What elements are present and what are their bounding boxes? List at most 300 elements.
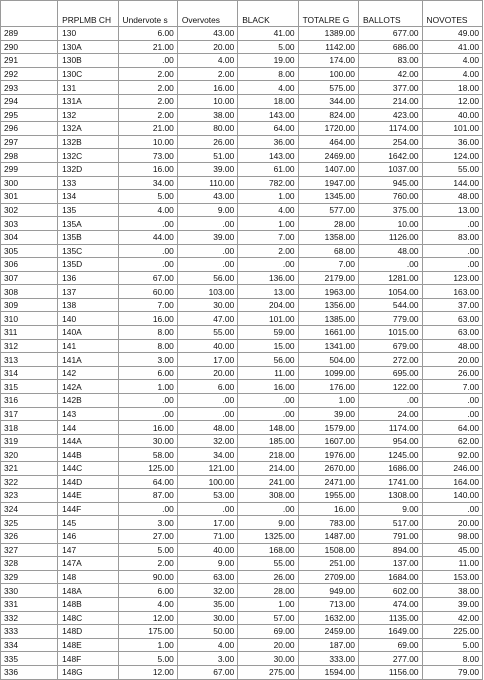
black-cell[interactable]: 8.00 (238, 67, 298, 81)
undervotes-cell[interactable]: 21.00 (118, 122, 177, 136)
black-cell[interactable]: 28.00 (238, 584, 298, 598)
row-number-cell[interactable]: 306 (1, 258, 58, 272)
black-cell[interactable]: 7.00 (238, 230, 298, 244)
prplmbch-cell[interactable]: 144 (58, 421, 118, 435)
undervotes-cell[interactable]: 12.00 (118, 611, 177, 625)
row-number-cell[interactable]: 332 (1, 611, 58, 625)
overvotes-cell[interactable]: 39.00 (177, 162, 237, 176)
overvotes-cell[interactable]: 38.00 (177, 108, 237, 122)
totalreg-cell[interactable]: 575.00 (298, 81, 358, 95)
undervotes-cell[interactable]: 21.00 (118, 40, 177, 54)
undervotes-cell[interactable]: 64.00 (118, 475, 177, 489)
undervotes-cell[interactable]: 16.00 (118, 162, 177, 176)
row-number-cell[interactable]: 296 (1, 122, 58, 136)
row-number-cell[interactable]: 316 (1, 394, 58, 408)
totalreg-cell[interactable]: 1407.00 (298, 162, 358, 176)
black-cell[interactable]: 16.00 (238, 380, 298, 394)
totalreg-cell[interactable]: 1947.00 (298, 176, 358, 190)
prplmbch-cell[interactable]: 132 (58, 108, 118, 122)
overvotes-cell[interactable]: 10.00 (177, 94, 237, 108)
novotes-cell[interactable]: 225.00 (422, 625, 482, 639)
row-number-cell[interactable]: 328 (1, 557, 58, 571)
undervotes-cell[interactable]: 5.00 (118, 190, 177, 204)
undervotes-cell[interactable]: 2.00 (118, 67, 177, 81)
undervotes-cell[interactable]: 3.00 (118, 353, 177, 367)
overvotes-cell[interactable]: 121.00 (177, 462, 237, 476)
row-number-cell[interactable]: 318 (1, 421, 58, 435)
totalreg-cell[interactable]: 1099.00 (298, 366, 358, 380)
overvotes-cell[interactable]: 48.00 (177, 421, 237, 435)
prplmbch-cell[interactable]: 142A (58, 380, 118, 394)
novotes-cell[interactable]: 63.00 (422, 326, 482, 340)
row-number-cell[interactable]: 320 (1, 448, 58, 462)
ballots-cell[interactable]: 517.00 (358, 516, 422, 530)
prplmbch-cell[interactable]: 130 (58, 27, 118, 41)
prplmbch-cell[interactable]: 132C (58, 149, 118, 163)
undervotes-cell[interactable]: 6.00 (118, 366, 177, 380)
totalreg-cell[interactable]: 1356.00 (298, 298, 358, 312)
black-cell[interactable]: .00 (238, 394, 298, 408)
black-cell[interactable]: 101.00 (238, 312, 298, 326)
totalreg-cell[interactable]: 344.00 (298, 94, 358, 108)
novotes-cell[interactable]: 48.00 (422, 339, 482, 353)
prplmbch-cell[interactable]: 148E (58, 638, 118, 652)
ballots-cell[interactable]: 48.00 (358, 244, 422, 258)
novotes-cell[interactable]: 163.00 (422, 285, 482, 299)
black-cell[interactable]: .00 (238, 258, 298, 272)
totalreg-cell[interactable]: 1976.00 (298, 448, 358, 462)
novotes-cell[interactable]: 164.00 (422, 475, 482, 489)
row-number-cell[interactable]: 325 (1, 516, 58, 530)
prplmbch-cell[interactable]: 133 (58, 176, 118, 190)
novotes-cell[interactable]: 39.00 (422, 597, 482, 611)
overvotes-cell[interactable]: 40.00 (177, 543, 237, 557)
row-number-cell[interactable]: 327 (1, 543, 58, 557)
novotes-cell[interactable]: 38.00 (422, 584, 482, 598)
row-number-cell[interactable]: 295 (1, 108, 58, 122)
totalreg-cell[interactable]: 100.00 (298, 67, 358, 81)
undervotes-cell[interactable]: 7.00 (118, 298, 177, 312)
black-cell[interactable]: 13.00 (238, 285, 298, 299)
undervotes-cell[interactable]: 4.00 (118, 597, 177, 611)
black-cell[interactable]: 782.00 (238, 176, 298, 190)
row-number-cell[interactable]: 326 (1, 529, 58, 543)
black-cell[interactable]: 143.00 (238, 149, 298, 163)
prplmbch-cell[interactable]: 136 (58, 271, 118, 285)
ballots-cell[interactable]: 423.00 (358, 108, 422, 122)
ballots-cell[interactable]: 122.00 (358, 380, 422, 394)
black-cell[interactable]: 143.00 (238, 108, 298, 122)
row-number-cell[interactable]: 302 (1, 203, 58, 217)
ballots-cell[interactable]: 679.00 (358, 339, 422, 353)
prplmbch-cell[interactable]: 148A (58, 584, 118, 598)
black-cell[interactable]: 59.00 (238, 326, 298, 340)
row-number-cell[interactable]: 293 (1, 81, 58, 95)
prplmbch-cell[interactable]: 146 (58, 529, 118, 543)
novotes-cell[interactable]: 123.00 (422, 271, 482, 285)
novotes-cell[interactable]: 63.00 (422, 312, 482, 326)
prplmbch-cell[interactable]: 141 (58, 339, 118, 353)
totalreg-cell[interactable]: 1345.00 (298, 190, 358, 204)
row-number-cell[interactable]: 297 (1, 135, 58, 149)
ballots-cell[interactable]: 1642.00 (358, 149, 422, 163)
overvotes-cell[interactable]: 103.00 (177, 285, 237, 299)
novotes-cell[interactable]: 98.00 (422, 529, 482, 543)
undervotes-cell[interactable]: 2.00 (118, 557, 177, 571)
totalreg-cell[interactable]: 1661.00 (298, 326, 358, 340)
undervotes-cell[interactable]: .00 (118, 502, 177, 516)
totalreg-cell[interactable]: 464.00 (298, 135, 358, 149)
header-totalreg[interactable]: TOTALRE G (298, 1, 358, 27)
row-number-cell[interactable]: 329 (1, 570, 58, 584)
undervotes-cell[interactable]: 2.00 (118, 81, 177, 95)
novotes-cell[interactable]: 79.00 (422, 665, 482, 679)
novotes-cell[interactable]: .00 (422, 258, 482, 272)
ballots-cell[interactable]: 137.00 (358, 557, 422, 571)
novotes-cell[interactable]: 20.00 (422, 353, 482, 367)
row-number-cell[interactable]: 314 (1, 366, 58, 380)
ballots-cell[interactable]: 1054.00 (358, 285, 422, 299)
totalreg-cell[interactable]: 949.00 (298, 584, 358, 598)
undervotes-cell[interactable]: .00 (118, 407, 177, 421)
undervotes-cell[interactable]: 4.00 (118, 203, 177, 217)
undervotes-cell[interactable]: 175.00 (118, 625, 177, 639)
row-number-cell[interactable]: 322 (1, 475, 58, 489)
ballots-cell[interactable]: 1174.00 (358, 421, 422, 435)
prplmbch-cell[interactable]: 132B (58, 135, 118, 149)
prplmbch-cell[interactable]: 144C (58, 462, 118, 476)
row-number-cell[interactable]: 299 (1, 162, 58, 176)
prplmbch-cell[interactable]: 135B (58, 230, 118, 244)
overvotes-cell[interactable]: 43.00 (177, 27, 237, 41)
overvotes-cell[interactable]: 80.00 (177, 122, 237, 136)
prplmbch-cell[interactable]: 130B (58, 54, 118, 68)
row-number-cell[interactable]: 307 (1, 271, 58, 285)
novotes-cell[interactable]: 153.00 (422, 570, 482, 584)
ballots-cell[interactable]: 1684.00 (358, 570, 422, 584)
row-number-cell[interactable]: 289 (1, 27, 58, 41)
totalreg-cell[interactable]: 251.00 (298, 557, 358, 571)
overvotes-cell[interactable]: .00 (177, 258, 237, 272)
overvotes-cell[interactable]: 30.00 (177, 611, 237, 625)
totalreg-cell[interactable]: 28.00 (298, 217, 358, 231)
overvotes-cell[interactable]: 17.00 (177, 516, 237, 530)
undervotes-cell[interactable]: 67.00 (118, 271, 177, 285)
ballots-cell[interactable]: 1156.00 (358, 665, 422, 679)
prplmbch-cell[interactable]: 140 (58, 312, 118, 326)
totalreg-cell[interactable]: 1358.00 (298, 230, 358, 244)
prplmbch-cell[interactable]: 134 (58, 190, 118, 204)
undervotes-cell[interactable]: 2.00 (118, 108, 177, 122)
overvotes-cell[interactable]: 56.00 (177, 271, 237, 285)
prplmbch-cell[interactable]: 148G (58, 665, 118, 679)
overvotes-cell[interactable]: 100.00 (177, 475, 237, 489)
black-cell[interactable]: 69.00 (238, 625, 298, 639)
black-cell[interactable]: 1325.00 (238, 529, 298, 543)
black-cell[interactable]: 1.00 (238, 597, 298, 611)
totalreg-cell[interactable]: 39.00 (298, 407, 358, 421)
novotes-cell[interactable]: 48.00 (422, 190, 482, 204)
novotes-cell[interactable]: 140.00 (422, 489, 482, 503)
undervotes-cell[interactable]: 58.00 (118, 448, 177, 462)
ballots-cell[interactable]: 277.00 (358, 652, 422, 666)
overvotes-cell[interactable]: 34.00 (177, 448, 237, 462)
totalreg-cell[interactable]: 1579.00 (298, 421, 358, 435)
prplmbch-cell[interactable]: 143 (58, 407, 118, 421)
row-number-cell[interactable]: 291 (1, 54, 58, 68)
ballots-cell[interactable]: 1037.00 (358, 162, 422, 176)
row-number-cell[interactable]: 312 (1, 339, 58, 353)
prplmbch-cell[interactable]: 131A (58, 94, 118, 108)
black-cell[interactable]: 218.00 (238, 448, 298, 462)
totalreg-cell[interactable]: 16.00 (298, 502, 358, 516)
header-black[interactable]: BLACK (238, 1, 298, 27)
novotes-cell[interactable]: 7.00 (422, 380, 482, 394)
prplmbch-cell[interactable]: 144A (58, 434, 118, 448)
overvotes-cell[interactable]: 53.00 (177, 489, 237, 503)
novotes-cell[interactable]: 45.00 (422, 543, 482, 557)
novotes-cell[interactable]: .00 (422, 407, 482, 421)
black-cell[interactable]: 15.00 (238, 339, 298, 353)
prplmbch-cell[interactable]: 135C (58, 244, 118, 258)
prplmbch-cell[interactable]: 131 (58, 81, 118, 95)
totalreg-cell[interactable]: 1955.00 (298, 489, 358, 503)
undervotes-cell[interactable]: .00 (118, 244, 177, 258)
ballots-cell[interactable]: 24.00 (358, 407, 422, 421)
overvotes-cell[interactable]: 32.00 (177, 584, 237, 598)
novotes-cell[interactable]: 37.00 (422, 298, 482, 312)
overvotes-cell[interactable]: 3.00 (177, 652, 237, 666)
totalreg-cell[interactable]: 577.00 (298, 203, 358, 217)
black-cell[interactable]: 168.00 (238, 543, 298, 557)
novotes-cell[interactable]: .00 (422, 502, 482, 516)
ballots-cell[interactable]: 602.00 (358, 584, 422, 598)
ballots-cell[interactable]: .00 (358, 394, 422, 408)
ballots-cell[interactable]: 83.00 (358, 54, 422, 68)
overvotes-cell[interactable]: 4.00 (177, 54, 237, 68)
novotes-cell[interactable]: 26.00 (422, 366, 482, 380)
totalreg-cell[interactable]: 2179.00 (298, 271, 358, 285)
undervotes-cell[interactable]: 2.00 (118, 94, 177, 108)
prplmbch-cell[interactable]: 147A (58, 557, 118, 571)
prplmbch-cell[interactable]: 132A (58, 122, 118, 136)
prplmbch-cell[interactable]: 138 (58, 298, 118, 312)
black-cell[interactable]: 241.00 (238, 475, 298, 489)
row-number-cell[interactable]: 311 (1, 326, 58, 340)
black-cell[interactable]: 20.00 (238, 638, 298, 652)
prplmbch-cell[interactable]: 130A (58, 40, 118, 54)
totalreg-cell[interactable]: 2459.00 (298, 625, 358, 639)
ballots-cell[interactable]: 686.00 (358, 40, 422, 54)
prplmbch-cell[interactable]: 135 (58, 203, 118, 217)
prplmbch-cell[interactable]: 144F (58, 502, 118, 516)
novotes-cell[interactable]: 92.00 (422, 448, 482, 462)
row-number-cell[interactable]: 313 (1, 353, 58, 367)
row-number-cell[interactable]: 294 (1, 94, 58, 108)
totalreg-cell[interactable]: 1385.00 (298, 312, 358, 326)
black-cell[interactable]: 11.00 (238, 366, 298, 380)
overvotes-cell[interactable]: 55.00 (177, 326, 237, 340)
totalreg-cell[interactable]: 68.00 (298, 244, 358, 258)
row-number-cell[interactable]: 308 (1, 285, 58, 299)
prplmbch-cell[interactable]: 148F (58, 652, 118, 666)
black-cell[interactable]: 26.00 (238, 570, 298, 584)
ballots-cell[interactable]: 42.00 (358, 67, 422, 81)
ballots-cell[interactable]: 677.00 (358, 27, 422, 41)
novotes-cell[interactable]: 55.00 (422, 162, 482, 176)
novotes-cell[interactable]: 83.00 (422, 230, 482, 244)
black-cell[interactable]: 4.00 (238, 203, 298, 217)
overvotes-cell[interactable]: 20.00 (177, 40, 237, 54)
novotes-cell[interactable]: 13.00 (422, 203, 482, 217)
black-cell[interactable]: 41.00 (238, 27, 298, 41)
black-cell[interactable]: 136.00 (238, 271, 298, 285)
prplmbch-cell[interactable]: 142 (58, 366, 118, 380)
ballots-cell[interactable]: 954.00 (358, 434, 422, 448)
ballots-cell[interactable]: 214.00 (358, 94, 422, 108)
undervotes-cell[interactable]: .00 (118, 217, 177, 231)
overvotes-cell[interactable]: 17.00 (177, 353, 237, 367)
novotes-cell[interactable]: 12.00 (422, 94, 482, 108)
black-cell[interactable]: 275.00 (238, 665, 298, 679)
totalreg-cell[interactable]: 1594.00 (298, 665, 358, 679)
row-number-cell[interactable]: 335 (1, 652, 58, 666)
undervotes-cell[interactable]: 1.00 (118, 380, 177, 394)
row-number-cell[interactable]: 330 (1, 584, 58, 598)
black-cell[interactable]: 5.00 (238, 40, 298, 54)
prplmbch-cell[interactable]: 135D (58, 258, 118, 272)
undervotes-cell[interactable]: 3.00 (118, 516, 177, 530)
undervotes-cell[interactable]: 125.00 (118, 462, 177, 476)
undervotes-cell[interactable]: 44.00 (118, 230, 177, 244)
novotes-cell[interactable]: 42.00 (422, 611, 482, 625)
novotes-cell[interactable]: 49.00 (422, 27, 482, 41)
black-cell[interactable]: 64.00 (238, 122, 298, 136)
ballots-cell[interactable]: 9.00 (358, 502, 422, 516)
row-number-cell[interactable]: 334 (1, 638, 58, 652)
overvotes-cell[interactable]: 51.00 (177, 149, 237, 163)
undervotes-cell[interactable]: 5.00 (118, 652, 177, 666)
row-number-cell[interactable]: 336 (1, 665, 58, 679)
prplmbch-cell[interactable]: 144B (58, 448, 118, 462)
prplmbch-cell[interactable]: 144D (58, 475, 118, 489)
novotes-cell[interactable]: 4.00 (422, 54, 482, 68)
undervotes-cell[interactable]: 1.00 (118, 638, 177, 652)
prplmbch-cell[interactable]: 144E (58, 489, 118, 503)
novotes-cell[interactable]: 20.00 (422, 516, 482, 530)
totalreg-cell[interactable]: 1.00 (298, 394, 358, 408)
header-novotes[interactable]: NOVOTES (422, 1, 482, 27)
undervotes-cell[interactable]: .00 (118, 54, 177, 68)
overvotes-cell[interactable]: 16.00 (177, 81, 237, 95)
prplmbch-cell[interactable]: 132D (58, 162, 118, 176)
row-number-cell[interactable]: 303 (1, 217, 58, 231)
overvotes-cell[interactable]: .00 (177, 407, 237, 421)
overvotes-cell[interactable]: 110.00 (177, 176, 237, 190)
totalreg-cell[interactable]: 1389.00 (298, 27, 358, 41)
undervotes-cell[interactable]: 10.00 (118, 135, 177, 149)
totalreg-cell[interactable]: 1487.00 (298, 529, 358, 543)
overvotes-cell[interactable]: 20.00 (177, 366, 237, 380)
totalreg-cell[interactable]: 1720.00 (298, 122, 358, 136)
totalreg-cell[interactable]: 1607.00 (298, 434, 358, 448)
row-number-cell[interactable]: 323 (1, 489, 58, 503)
undervotes-cell[interactable]: .00 (118, 258, 177, 272)
totalreg-cell[interactable]: 1508.00 (298, 543, 358, 557)
undervotes-cell[interactable]: 12.00 (118, 665, 177, 679)
ballots-cell[interactable]: 69.00 (358, 638, 422, 652)
totalreg-cell[interactable]: 7.00 (298, 258, 358, 272)
totalreg-cell[interactable]: 1341.00 (298, 339, 358, 353)
row-number-cell[interactable]: 298 (1, 149, 58, 163)
undervotes-cell[interactable]: 5.00 (118, 543, 177, 557)
ballots-cell[interactable]: 1281.00 (358, 271, 422, 285)
overvotes-cell[interactable]: 2.00 (177, 67, 237, 81)
black-cell[interactable]: 18.00 (238, 94, 298, 108)
undervotes-cell[interactable]: 6.00 (118, 27, 177, 41)
row-number-cell[interactable]: 321 (1, 462, 58, 476)
undervotes-cell[interactable]: 60.00 (118, 285, 177, 299)
overvotes-cell[interactable]: 63.00 (177, 570, 237, 584)
row-number-cell[interactable]: 300 (1, 176, 58, 190)
row-number-cell[interactable]: 333 (1, 625, 58, 639)
black-cell[interactable]: 4.00 (238, 81, 298, 95)
ballots-cell[interactable]: 254.00 (358, 135, 422, 149)
totalreg-cell[interactable]: 174.00 (298, 54, 358, 68)
ballots-cell[interactable]: 1686.00 (358, 462, 422, 476)
ballots-cell[interactable]: 791.00 (358, 529, 422, 543)
header-overvotes[interactable]: Overvotes (177, 1, 237, 27)
prplmbch-cell[interactable]: 148B (58, 597, 118, 611)
prplmbch-cell[interactable]: 145 (58, 516, 118, 530)
novotes-cell[interactable]: 124.00 (422, 149, 482, 163)
novotes-cell[interactable]: 11.00 (422, 557, 482, 571)
ballots-cell[interactable]: .00 (358, 258, 422, 272)
ballots-cell[interactable]: 272.00 (358, 353, 422, 367)
prplmbch-cell[interactable]: 148 (58, 570, 118, 584)
row-number-cell[interactable]: 301 (1, 190, 58, 204)
row-number-cell[interactable]: 319 (1, 434, 58, 448)
black-cell[interactable]: 55.00 (238, 557, 298, 571)
prplmbch-cell[interactable]: 148C (58, 611, 118, 625)
overvotes-cell[interactable]: .00 (177, 217, 237, 231)
black-cell[interactable]: 30.00 (238, 652, 298, 666)
novotes-cell[interactable]: 64.00 (422, 421, 482, 435)
undervotes-cell[interactable]: 16.00 (118, 421, 177, 435)
novotes-cell[interactable]: 101.00 (422, 122, 482, 136)
ballots-cell[interactable]: 1015.00 (358, 326, 422, 340)
overvotes-cell[interactable]: 6.00 (177, 380, 237, 394)
prplmbch-cell[interactable]: 141A (58, 353, 118, 367)
ballots-cell[interactable]: 894.00 (358, 543, 422, 557)
totalreg-cell[interactable]: 824.00 (298, 108, 358, 122)
novotes-cell[interactable]: 8.00 (422, 652, 482, 666)
prplmbch-cell[interactable]: 140A (58, 326, 118, 340)
ballots-cell[interactable]: 1649.00 (358, 625, 422, 639)
prplmbch-cell[interactable]: 137 (58, 285, 118, 299)
undervotes-cell[interactable]: 73.00 (118, 149, 177, 163)
black-cell[interactable]: 36.00 (238, 135, 298, 149)
novotes-cell[interactable]: .00 (422, 394, 482, 408)
row-number-cell[interactable]: 317 (1, 407, 58, 421)
black-cell[interactable]: 1.00 (238, 217, 298, 231)
black-cell[interactable]: 57.00 (238, 611, 298, 625)
totalreg-cell[interactable]: 2709.00 (298, 570, 358, 584)
totalreg-cell[interactable]: 2469.00 (298, 149, 358, 163)
novotes-cell[interactable]: 41.00 (422, 40, 482, 54)
overvotes-cell[interactable]: 50.00 (177, 625, 237, 639)
totalreg-cell[interactable]: 1632.00 (298, 611, 358, 625)
